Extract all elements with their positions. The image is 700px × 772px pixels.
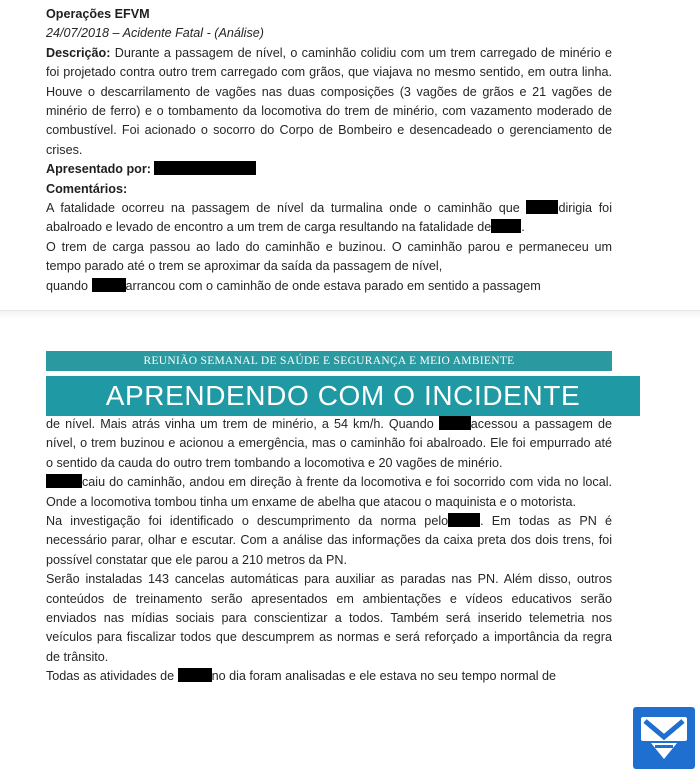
vale-logo-icon [633,707,695,769]
body-text: no dia foram analisadas e ele estava no seu tempo normal de [211,669,557,684]
page-divider [0,310,700,319]
redaction-block [448,513,480,527]
comentario-text: arrancou com o caminhão de onde estava parado em sentido a passagem [125,278,541,293]
incident-banner: APRENDENDO COM O INCIDENTE [46,376,640,416]
org-title: Operações EFVM [46,7,150,21]
date-line: 24/07/2018 – Acidente Fatal - (Análise) [46,26,264,41]
redaction-block [178,668,212,682]
redaction-block [491,219,521,233]
comentario-text: A fatalidade ocorreu na passagem de nível da turmalina onde o caminhão que [46,201,527,216]
document-bottom [46,415,612,687]
apresentado-label: Apresentado por: [46,162,151,177]
comentario-paragraph-1 [46,199,612,238]
redaction-block [92,278,126,292]
comentario-paragraph-3 [46,277,612,296]
descricao-label: Descrição: [46,45,111,60]
body-text: acessou a passagem de nível, o trem buzinou e acionou a emergência, mas o caminhão foi abalroado. Ele foi empurrado até o sentido da cauda do outro trem tombando a locomotiva e 20 vagões de minério. [46,417,612,470]
redaction-block [154,161,256,175]
comentarios-label: Comentários: [46,181,128,196]
apresentado-line [46,160,612,179]
meeting-banner: REUNIÃO SEMANAL DE SAÚDE E SEGURANÇA E MEIO AMBIENTE [46,351,612,371]
logo-graphic [633,707,695,769]
redaction-block [439,416,471,430]
comentario-paragraph-2: O trem de carga passou ao lado do caminhão e buzinou. O caminhão parou e permaneceu um tempo parado até o trem se aproximar da saída da passagem de nível, [46,239,612,274]
paragraph-5 [46,473,612,512]
body-text: . Em todas as PN é necessário parar, olhar e escutar. Com a análise das informações da caixa preta dos dois trens, foi possível constatar que ele parou a 210 metros da PN. [46,514,612,567]
descricao-text: Durante a passagem de nível, o caminhão colidiu com um trem carregado de minério e foi projetado contra outro trem carregado com grãos, que viajava no mesmo sentido, em outra linha. Houve o descarrilamento de vagões nas duas composições (3 vagões de grãos e 21 vagões de minério de ferro) e o tombamento da locomotiva do trem de minério, com vazamento moderado de combustível. Foi acionado o socorro do Corpo de Bombeiro e desencadeado o gerenciamento de crises. [46,45,612,157]
redaction-block [46,474,82,488]
redaction-block [526,200,558,214]
comentario-text: quando [46,278,92,293]
body-text: de nível. Mais atrás vinha um trem de minério, a 54 km/h. Quando [46,417,439,431]
descricao-paragraph [46,44,612,160]
paragraph-8 [46,667,612,686]
body-text: Na investigação foi identificado o descumprimento da norma pelo [46,514,449,529]
paragraph-7: Serão instaladas 143 cancelas automáticas para auxiliar as paradas nas PN. Além disso, outros conteúdos de treinamento serão apresentados em ambientações e vídeos educativos serão enviados nas mídias sociais para conscientizar a todos. Também será inserido telemetria nos veículos para fiscalizar todos que descumprem as normas e será reforçado a importância da regra de trânsito. [46,572,612,664]
body-text: Todas as atividades de [46,669,178,684]
paragraph-4 [46,415,612,473]
document-top [46,5,612,296]
paragraph-6 [46,512,612,570]
comentario-text: dirigia foi abalroado e levado de encontro a um trem de carga resultando na fatalidade de [46,201,612,235]
comentario-text: . [521,220,525,235]
body-text: caiu do caminhão, andou em direção à frente da locomotiva e foi socorrido com vida no local. Onde a locomotiva tombou tinha um enxame de abelha que atacou o maquinista e o motorista. [46,475,612,509]
